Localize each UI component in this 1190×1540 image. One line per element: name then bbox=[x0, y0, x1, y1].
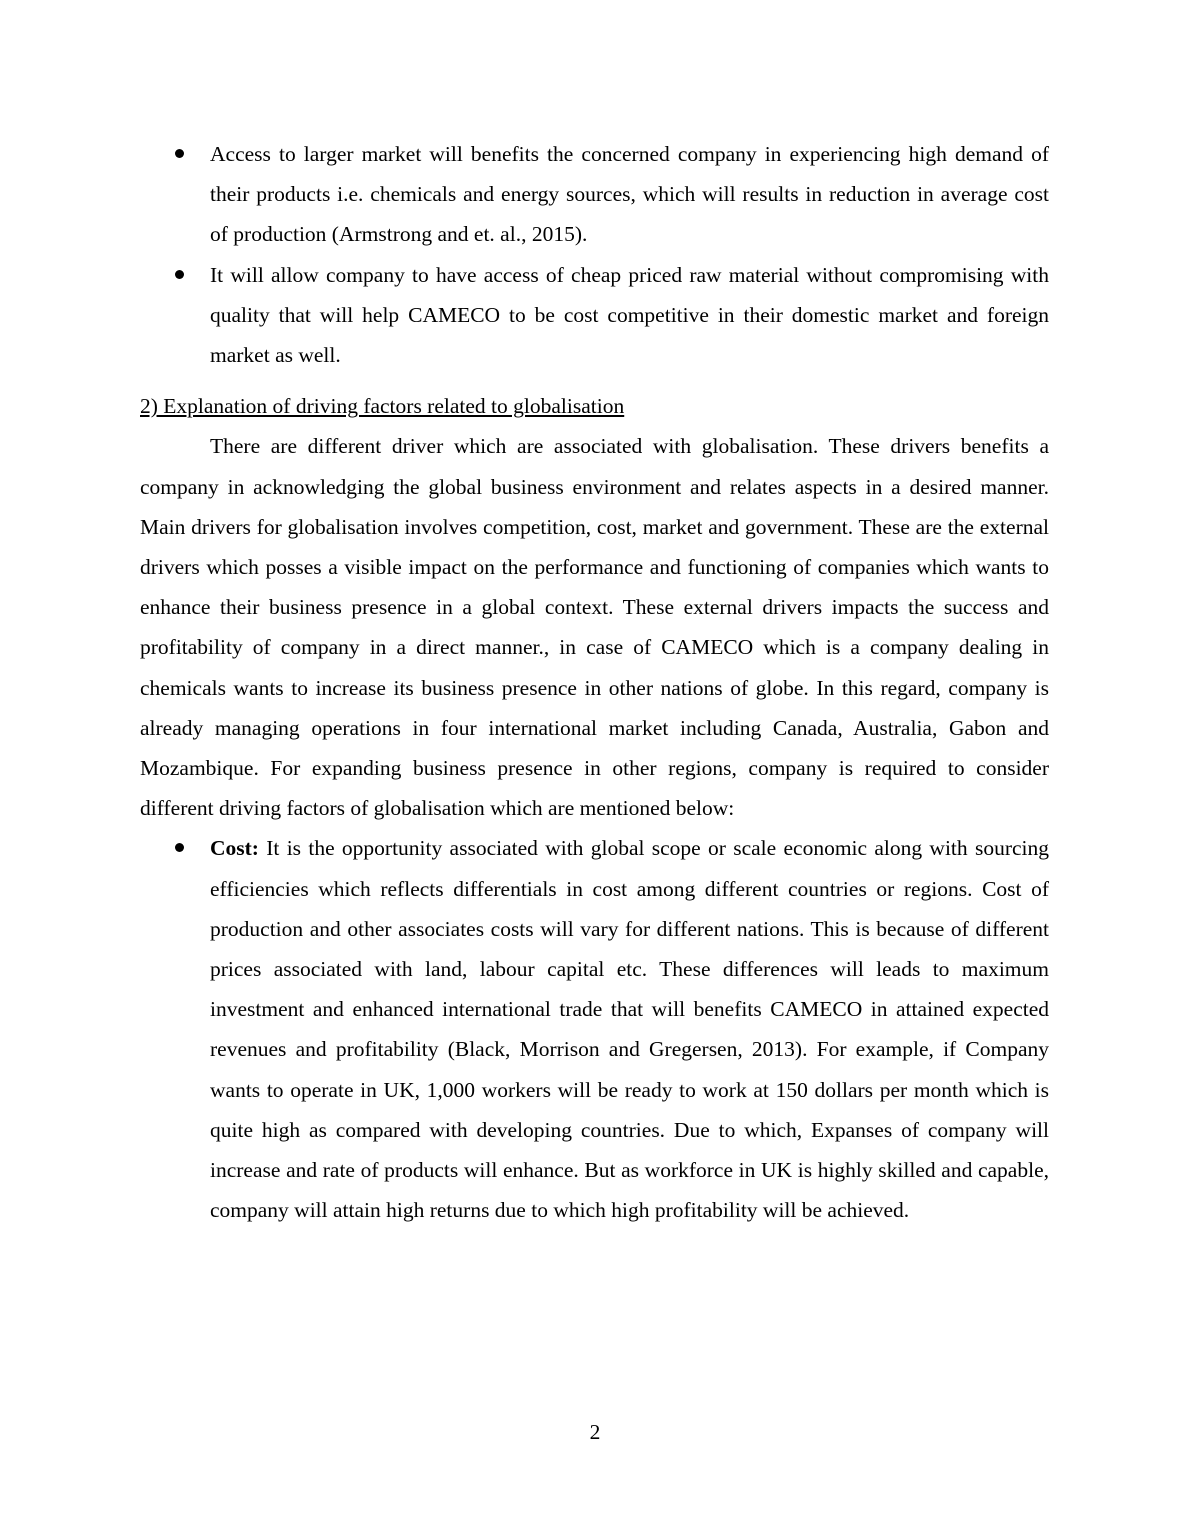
bullet-icon bbox=[175, 270, 184, 279]
section-heading: 2) Explanation of driving factors related to globalisation bbox=[140, 394, 625, 419]
driver-bullet-list bbox=[140, 828, 1049, 1230]
bullet-icon bbox=[175, 149, 184, 158]
list-item bbox=[140, 134, 1049, 255]
list-item bbox=[140, 255, 1049, 376]
cost-description: It is the opportunity associated with global scope or scale economic along with sourcing efficiencies which reflects differentials in cost among different countries or regions. Cost of production and other associates costs will vary for different nations. This is because of different prices associated with land, labour capital etc. These differences will leads to maximum investment and enhanced international trade that will benefits CAMECO in attained expected revenues and profitability (Black, Morrison and Gregersen, 2013). For example, if Company wants to operate in UK, 1,000 workers will be ready to work at 150 dollars per month which is quite high as compared with developing countries. Due to which, Expanses of company will increase and rate of products will enhance. But as workforce in UK is highly skilled and capable, company will attain high returns due to which high profitability will be achieved. bbox=[210, 836, 1049, 1223]
list-item bbox=[140, 828, 1049, 1230]
page-number: 2 bbox=[589, 1420, 601, 1444]
bullet-icon bbox=[175, 843, 184, 852]
document-page bbox=[140, 134, 1049, 1230]
cost-term: Cost: bbox=[210, 836, 259, 861]
bullet-text: It will allow company to have access of cheap priced raw material without compromising with quality that will help CAMECO to be cost competitive in their domestic market and foreign market as well. bbox=[210, 262, 1049, 368]
top-bullet-list bbox=[140, 134, 1049, 375]
section-paragraph: There are different driver which are associated with globalisation. These drivers benefits a company in acknowledging the global business environment and relates aspects in a desired manner. Main drivers for globalisation involves competition, cost, market and government. These are the external drivers which posses a visible impact on the performance and functioning of companies which wants to enhance their business presence in a global context. These external drivers impacts the success and profitability of company in a direct manner., in case of CAMECO which is a company dealing in chemicals wants to increase its business presence in other nations of globe. In this regard, company is already managing operations in four international market including Canada, Australia, Gabon and Mozambique. For expanding business presence in other regions, company is required to consider different driving factors of globalisation which are mentioned below: bbox=[140, 434, 1049, 821]
bullet-text: Access to larger market will benefits the concerned company in experiencing high demand of their products i.e. chemicals and energy sources, which will results in reduction in average cost of production (Armstrong and et. al., 2015). bbox=[210, 142, 1049, 247]
